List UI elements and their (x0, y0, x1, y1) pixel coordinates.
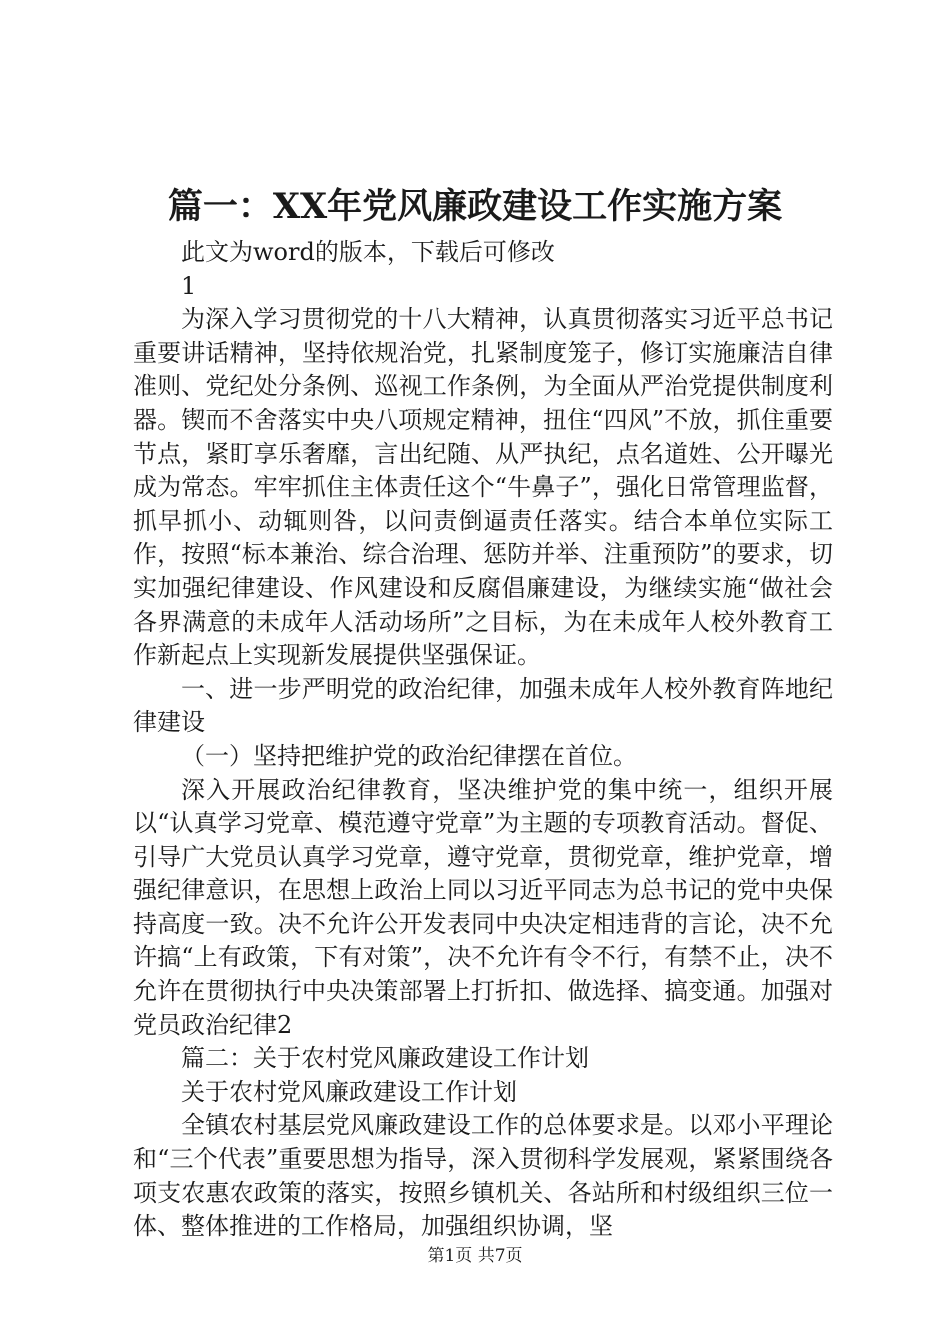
section-heading-1: 一、进一步严明党的政治纪律，加强未成年人校外教育阵地纪律建设 (133, 674, 833, 737)
subsection-heading-1: （一）坚持把维护党的政治纪律摆在首位。 (181, 741, 637, 770)
paragraph-number-marker: 1 (181, 271, 197, 300)
paragraph-political-discipline: 深入开展政治纪律教育，坚决维护党的集中统一，组织开展以“认真学习党章、模范遵守党章”为主题的专项教育活动。督促、引导广大党员认真学习党章，遵守党章，贯彻党章，维护党章，增强纪律意识，在思想上政治上同以习近平同志为总书记的党中央保持高度一致。决不允许公开发表同中央决定相违背的言论，决不允许搞“上有政策，下有对策”，决不允许有令不行，有禁不止，决不允许在贯彻执行中央决策部署上打折扣、做选择、搞变通。加强对党员政治纪律2 (133, 775, 833, 1039)
part-two-heading: 篇二：关于农村党风廉政建设工作计划 (181, 1044, 589, 1073)
paragraph-format-note: 此文为word的版本，下载后可修改 (181, 238, 555, 266)
part-two-title: 关于农村党风廉政建设工作计划 (181, 1077, 517, 1106)
paragraph-rural-requirements: 全镇农村基层党风廉政建设工作的总体要求是。以邓小平理论和“三个代表”重要思想为指导，深入贯彻科学发展观，紧紧围绕各项支农惠农政策的落实，按照乡镇机关、各站所和村级组织三位一体、整体推进的工作格局，加强组织协调，坚 (133, 1111, 833, 1241)
paragraph-intro: 为深入学习贯彻党的十八大精神，认真贯彻落实习近平总书记重要讲话精神，坚持依规治党，扎紧制度笼子，修订实施廉洁自律准则、党纪处分条例、巡视工作条例，为全面从严治党提供制度利器。锲而不舍落实中央八项规定精神，扭住“四风”不放，抓住重要节点，紧盯享乐奢靡，言出纪随、从严执纪，点名道姓、公开曝光成为常态。牢牢抓住主体责任这个“牛鼻子”，强化日常管理监督，抓早抓小、动辄则咎，以问责倒逼责任落实。结合本单位实际工作，按照“标本兼治、综合治理、惩防并举、注重预防”的要求，切实加强纪律建设、作风建设和反腐倡廉建设，为继续实施“做社会各界满意的未成年人活动场所”之目标，为在未成年人校外教育工作新起点上实现新发展提供坚强保证。 (133, 305, 833, 670)
document-title: 篇一：XX年党风廉政建设工作实施方案 (167, 186, 783, 227)
document-body (133, 236, 833, 1244)
page-number-footer: 第1页 共7页 (427, 1246, 523, 1266)
